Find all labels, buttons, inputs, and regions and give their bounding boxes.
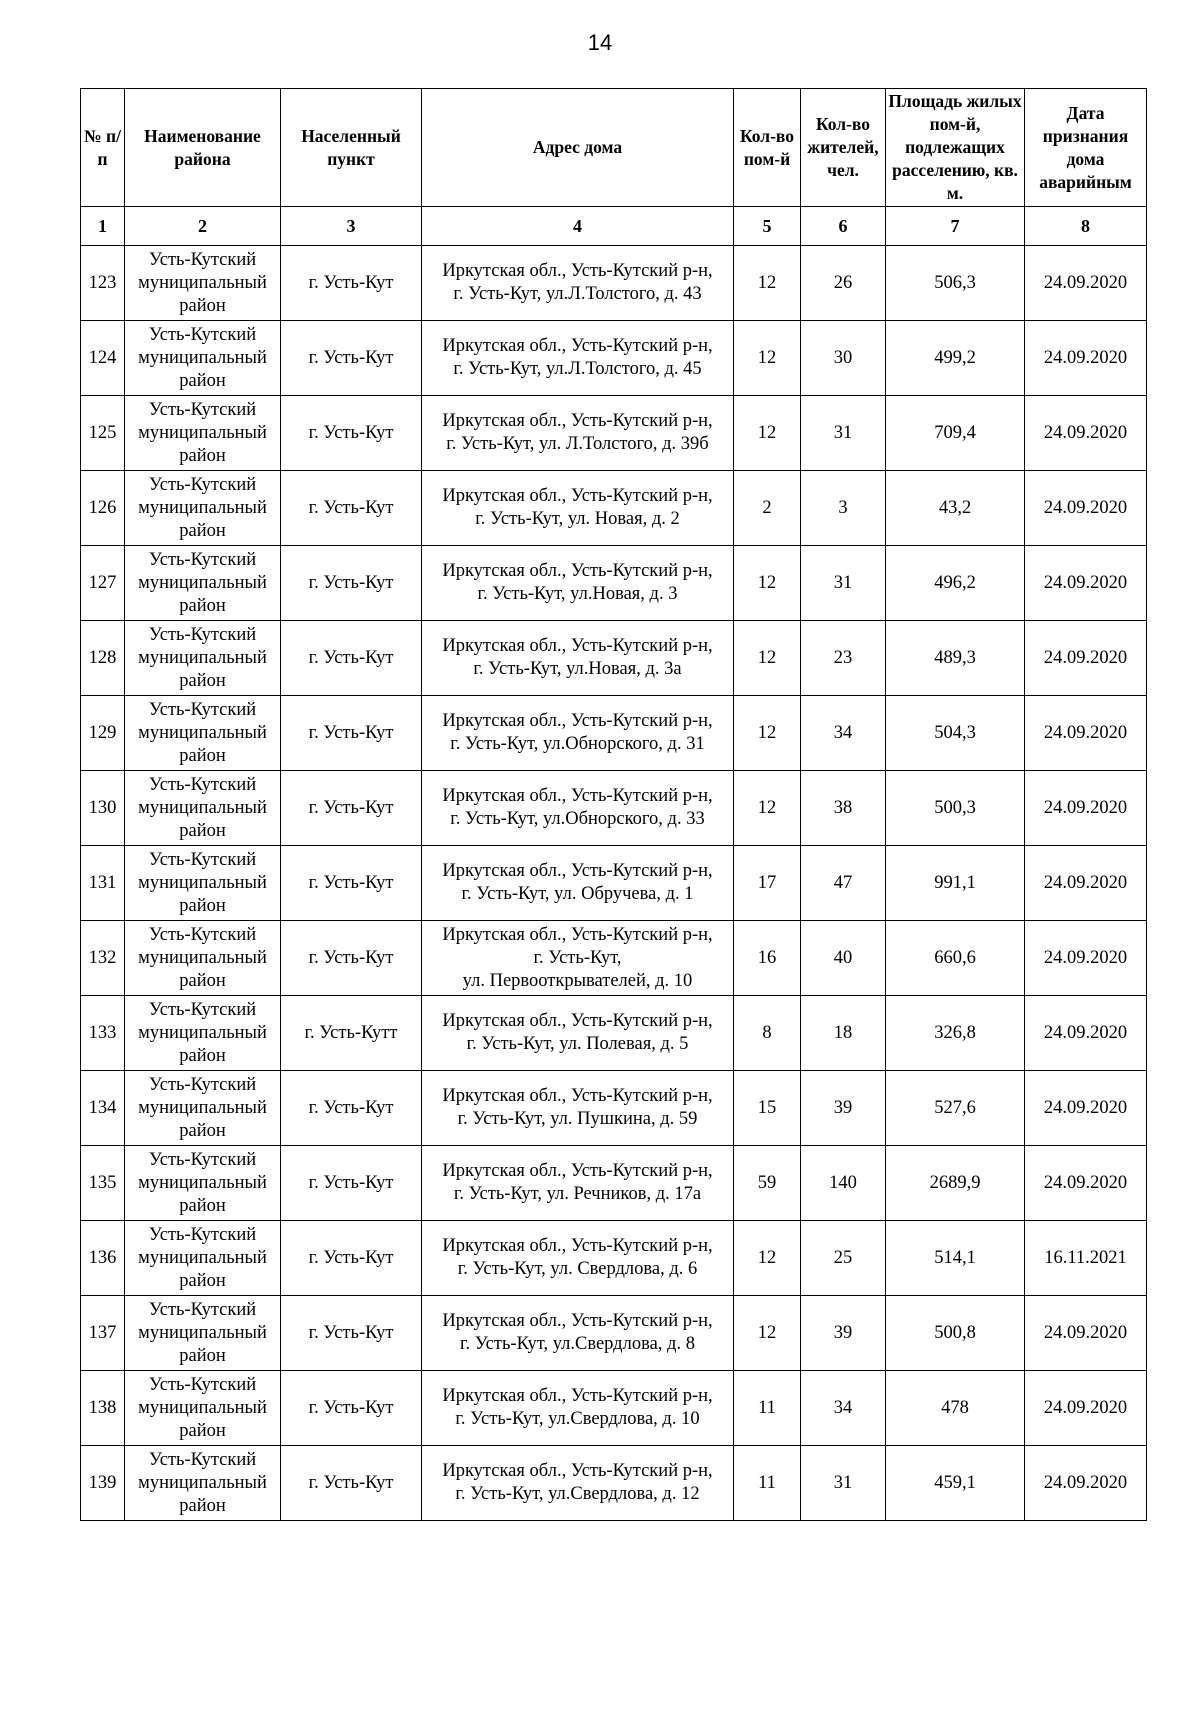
residents-count-cell: 31 <box>801 1446 886 1521</box>
residents-count-cell: 30 <box>801 321 886 396</box>
address-cell <box>422 1446 734 1521</box>
emergency-date-cell: 24.09.2020 <box>1025 321 1147 396</box>
emergency-date-cell: 24.09.2020 <box>1025 621 1147 696</box>
row-number-cell: 137 <box>81 1296 125 1371</box>
table-row <box>81 921 1147 996</box>
table-row <box>81 696 1147 771</box>
area-cell: 660,6 <box>886 921 1025 996</box>
column-number-cell: 8 <box>1025 207 1147 246</box>
address-line: г. Усть-Кут, ул.Свердлова, д. 10 <box>455 1409 700 1429</box>
district-cell: Усть-Кутский муниципальный район <box>125 1371 281 1446</box>
area-cell: 43,2 <box>886 471 1025 546</box>
settlement-cell: г. Усть-Кут <box>281 846 422 921</box>
residents-count-cell: 34 <box>801 1371 886 1446</box>
area-cell: 459,1 <box>886 1446 1025 1521</box>
row-number-cell: 130 <box>81 771 125 846</box>
address-line: Иркутская обл., Усть-Кутский р-н, <box>442 861 713 881</box>
header-cell: Населенный пункт <box>281 89 422 207</box>
table-body <box>81 246 1147 1521</box>
table-row <box>81 396 1147 471</box>
table-row <box>81 1296 1147 1371</box>
settlement-cell: г. Усть-Кут <box>281 1446 422 1521</box>
residents-count-cell: 34 <box>801 696 886 771</box>
row-number-cell: 139 <box>81 1446 125 1521</box>
residents-count-cell: 140 <box>801 1146 886 1221</box>
column-number-cell: 6 <box>801 207 886 246</box>
area-cell: 506,3 <box>886 246 1025 321</box>
emergency-date-cell: 24.09.2020 <box>1025 471 1147 546</box>
rooms-count-cell: 11 <box>734 1446 801 1521</box>
settlement-cell: г. Усть-Кут <box>281 1296 422 1371</box>
rooms-count-cell: 2 <box>734 471 801 546</box>
settlement-cell: г. Усть-Кут <box>281 246 422 321</box>
address-cell <box>422 546 734 621</box>
settlement-cell: г. Усть-Кут <box>281 1221 422 1296</box>
rooms-count-cell: 12 <box>734 696 801 771</box>
address-cell <box>422 696 734 771</box>
address-line: г. Усть-Кут, ул.Свердлова, д. 8 <box>460 1334 695 1354</box>
area-cell: 709,4 <box>886 396 1025 471</box>
address-cell <box>422 921 734 996</box>
row-number-cell: 132 <box>81 921 125 996</box>
residents-count-cell: 39 <box>801 1071 886 1146</box>
address-line: Иркутская обл., Усть-Кутский р-н, <box>442 486 713 506</box>
emergency-date-cell: 24.09.2020 <box>1025 246 1147 321</box>
address-line: Иркутская обл., Усть-Кутский р-н, <box>442 261 713 281</box>
address-line: Иркутская обл., Усть-Кутский р-н, <box>442 1161 713 1181</box>
column-number-row <box>81 207 1147 246</box>
residents-count-cell: 3 <box>801 471 886 546</box>
address-cell <box>422 471 734 546</box>
area-cell: 504,3 <box>886 696 1025 771</box>
address-line: ул. Первооткрывателей, д. 10 <box>462 970 693 991</box>
address-line: Иркутская обл., Усть-Кутский р-н, <box>442 336 713 356</box>
rooms-count-cell: 12 <box>734 246 801 321</box>
settlement-cell: г. Усть-Кут <box>281 1146 422 1221</box>
row-number-cell: 133 <box>81 996 125 1071</box>
residents-count-cell: 47 <box>801 846 886 921</box>
address-cell <box>422 1146 734 1221</box>
area-cell: 2689,9 <box>886 1146 1025 1221</box>
address-line: Иркутская обл., Усть-Кутский р-н, <box>442 1086 713 1106</box>
address-line: г. Усть-Кут, ул. Речников, д. 17а <box>453 1184 702 1204</box>
district-cell: Усть-Кутский муниципальный район <box>125 1146 281 1221</box>
emergency-date-cell: 24.09.2020 <box>1025 1371 1147 1446</box>
settlement-cell: г. Усть-Кут <box>281 1071 422 1146</box>
residents-count-cell: 26 <box>801 246 886 321</box>
district-cell: Усть-Кутский муниципальный район <box>125 921 281 996</box>
address-line: г. Усть-Кут, ул.Л.Толстого, д. 43 <box>453 284 702 304</box>
district-cell: Усть-Кутский муниципальный район <box>125 471 281 546</box>
header-cell: Наименование района <box>125 89 281 207</box>
column-number-cell: 1 <box>81 207 125 246</box>
settlement-cell: г. Усть-Кут <box>281 471 422 546</box>
row-number-cell: 127 <box>81 546 125 621</box>
header-cell: Кол-во пом-й <box>734 89 801 207</box>
rooms-count-cell: 12 <box>734 1296 801 1371</box>
address-line: Иркутская обл., Усть-Кутский р-н, <box>442 924 713 945</box>
residents-count-cell: 40 <box>801 921 886 996</box>
address-cell <box>422 396 734 471</box>
header-cell: Площадь жилых пом-й, подлежащих расселению, кв. м. <box>886 89 1025 207</box>
rooms-count-cell: 15 <box>734 1071 801 1146</box>
residents-count-cell: 31 <box>801 396 886 471</box>
header-cell: Адрес дома <box>422 89 734 207</box>
rooms-count-cell: 12 <box>734 396 801 471</box>
address-line: Иркутская обл., Усть-Кутский р-н, <box>442 1386 713 1406</box>
table-row <box>81 246 1147 321</box>
address-line: г. Усть-Кут, ул.Свердлова, д. 12 <box>455 1484 700 1504</box>
address-cell <box>422 1221 734 1296</box>
address-line: Иркутская обл., Усть-Кутский р-н, <box>442 786 713 806</box>
row-number-cell: 123 <box>81 246 125 321</box>
address-line: г. Усть-Кут, ул. Новая, д. 2 <box>475 509 680 529</box>
table-row <box>81 1146 1147 1221</box>
table-row <box>81 1221 1147 1296</box>
emergency-date-cell: 24.09.2020 <box>1025 996 1147 1071</box>
area-cell: 478 <box>886 1371 1025 1446</box>
settlement-cell: г. Усть-Кут <box>281 546 422 621</box>
header-cell: № п/п <box>81 89 125 207</box>
rooms-count-cell: 12 <box>734 621 801 696</box>
address-cell <box>422 246 734 321</box>
emergency-date-cell: 24.09.2020 <box>1025 1071 1147 1146</box>
rooms-count-cell: 11 <box>734 1371 801 1446</box>
area-cell: 496,2 <box>886 546 1025 621</box>
table-row <box>81 621 1147 696</box>
address-line: г. Усть-Кут, ул.Обнорского, д. 31 <box>450 734 705 754</box>
table-row <box>81 771 1147 846</box>
row-number-cell: 136 <box>81 1221 125 1296</box>
district-cell: Усть-Кутский муниципальный район <box>125 1296 281 1371</box>
address-cell <box>422 1296 734 1371</box>
residents-count-cell: 23 <box>801 621 886 696</box>
address-line: г. Усть-Кут, ул. Пушкина, д. 59 <box>457 1109 698 1129</box>
address-line: г. Усть-Кут, ул. Свердлова, д. 6 <box>457 1259 698 1279</box>
row-number-cell: 134 <box>81 1071 125 1146</box>
district-cell: Усть-Кутский муниципальный район <box>125 846 281 921</box>
address-cell <box>422 1071 734 1146</box>
address-cell <box>422 846 734 921</box>
address-line: Иркутская обл., Усть-Кутский р-н, <box>442 561 713 581</box>
emergency-housing-table <box>80 88 1147 1521</box>
address-line: Иркутская обл., Усть-Кутский р-н, <box>442 636 713 656</box>
area-cell: 499,2 <box>886 321 1025 396</box>
row-number-cell: 129 <box>81 696 125 771</box>
district-cell: Усть-Кутский муниципальный район <box>125 621 281 696</box>
table-row <box>81 546 1147 621</box>
table-row <box>81 1371 1147 1446</box>
address-line: г. Усть-Кут, ул. Полевая, д. 5 <box>466 1034 689 1054</box>
settlement-cell: г. Усть-Кут <box>281 921 422 996</box>
settlement-cell: г. Усть-Кут <box>281 771 422 846</box>
address-line: Иркутская обл., Усть-Кутский р-н, <box>442 1311 713 1331</box>
column-number-cell: 4 <box>422 207 734 246</box>
area-cell: 527,6 <box>886 1071 1025 1146</box>
rooms-count-cell: 12 <box>734 1221 801 1296</box>
district-cell: Усть-Кутский муниципальный район <box>125 771 281 846</box>
emergency-date-cell: 24.09.2020 <box>1025 846 1147 921</box>
district-cell: Усть-Кутский муниципальный район <box>125 396 281 471</box>
district-cell: Усть-Кутский муниципальный район <box>125 1071 281 1146</box>
settlement-cell: г. Усть-Кут <box>281 696 422 771</box>
address-cell <box>422 621 734 696</box>
rooms-count-cell: 59 <box>734 1146 801 1221</box>
district-cell: Усть-Кутский муниципальный район <box>125 1221 281 1296</box>
residents-count-cell: 25 <box>801 1221 886 1296</box>
district-cell: Усть-Кутский муниципальный район <box>125 246 281 321</box>
row-number-cell: 124 <box>81 321 125 396</box>
rooms-count-cell: 12 <box>734 321 801 396</box>
row-number-cell: 128 <box>81 621 125 696</box>
table-row <box>81 1446 1147 1521</box>
header-cell: Дата признания дома аварийным <box>1025 89 1147 207</box>
rooms-count-cell: 16 <box>734 921 801 996</box>
emergency-date-cell: 24.09.2020 <box>1025 396 1147 471</box>
district-cell: Усть-Кутский муниципальный район <box>125 696 281 771</box>
settlement-cell: г. Усть-Кут <box>281 621 422 696</box>
page-number: 14 <box>587 30 613 55</box>
address-line: г. Усть-Кут, ул. Обручева, д. 1 <box>461 884 694 904</box>
table-row <box>81 321 1147 396</box>
area-cell: 326,8 <box>886 996 1025 1071</box>
column-number-cell: 5 <box>734 207 801 246</box>
emergency-date-cell: 24.09.2020 <box>1025 696 1147 771</box>
table-row <box>81 996 1147 1071</box>
residents-count-cell: 39 <box>801 1296 886 1371</box>
residents-count-cell: 38 <box>801 771 886 846</box>
address-line: Иркутская обл., Усть-Кутский р-н, <box>442 711 713 731</box>
address-line: Иркутская обл., Усть-Кутский р-н, <box>442 411 713 431</box>
rooms-count-cell: 12 <box>734 546 801 621</box>
residents-count-cell: 18 <box>801 996 886 1071</box>
area-cell: 500,3 <box>886 771 1025 846</box>
address-line: г. Усть-Кут, ул.Обнорского, д. 33 <box>450 809 705 829</box>
header-row <box>81 89 1147 207</box>
rooms-count-cell: 8 <box>734 996 801 1071</box>
address-line: Иркутская обл., Усть-Кутский р-н, <box>442 1011 713 1031</box>
rooms-count-cell: 17 <box>734 846 801 921</box>
column-number-cell: 2 <box>125 207 281 246</box>
emergency-date-cell: 24.09.2020 <box>1025 771 1147 846</box>
address-cell <box>422 771 734 846</box>
row-number-cell: 131 <box>81 846 125 921</box>
header-cell: Кол-во жителей, чел. <box>801 89 886 207</box>
emergency-date-cell: 24.09.2020 <box>1025 1296 1147 1371</box>
row-number-cell: 135 <box>81 1146 125 1221</box>
address-line: Иркутская обл., Усть-Кутский р-н, <box>442 1236 713 1256</box>
settlement-cell: г. Усть-Кут <box>281 321 422 396</box>
row-number-cell: 138 <box>81 1371 125 1446</box>
table-row <box>81 1071 1147 1146</box>
address-line: г. Усть-Кут, ул.Л.Толстого, д. 45 <box>453 359 702 379</box>
area-cell: 991,1 <box>886 846 1025 921</box>
area-cell: 489,3 <box>886 621 1025 696</box>
area-cell: 500,8 <box>886 1296 1025 1371</box>
emergency-date-cell: 24.09.2020 <box>1025 546 1147 621</box>
row-number-cell: 125 <box>81 396 125 471</box>
district-cell: Усть-Кутский муниципальный район <box>125 321 281 396</box>
column-number-cell: 7 <box>886 207 1025 246</box>
table-row <box>81 846 1147 921</box>
address-line: г. Усть-Кут, ул.Новая, д. 3а <box>473 659 682 679</box>
column-number-cell: 3 <box>281 207 422 246</box>
settlement-cell: г. Усть-Кут <box>281 1371 422 1446</box>
district-cell: Усть-Кутский муниципальный район <box>125 1446 281 1521</box>
address-line: г. Усть-Кут, <box>533 947 622 968</box>
address-line: г. Усть-Кут, ул.Новая, д. 3 <box>477 584 678 604</box>
emergency-date-cell: 24.09.2020 <box>1025 921 1147 996</box>
area-cell: 514,1 <box>886 1221 1025 1296</box>
rooms-count-cell: 12 <box>734 771 801 846</box>
row-number-cell: 126 <box>81 471 125 546</box>
district-cell: Усть-Кутский муниципальный район <box>125 996 281 1071</box>
address-cell <box>422 1371 734 1446</box>
table-row <box>81 471 1147 546</box>
settlement-cell: г. Усть-Кутт <box>281 996 422 1071</box>
emergency-date-cell: 24.09.2020 <box>1025 1446 1147 1521</box>
settlement-cell: г. Усть-Кут <box>281 396 422 471</box>
residents-count-cell: 31 <box>801 546 886 621</box>
address-cell <box>422 321 734 396</box>
district-cell: Усть-Кутский муниципальный район <box>125 546 281 621</box>
address-cell <box>422 996 734 1071</box>
emergency-date-cell: 24.09.2020 <box>1025 1146 1147 1221</box>
address-line: г. Усть-Кут, ул. Л.Толстого, д. 39б <box>446 434 709 454</box>
address-line: Иркутская обл., Усть-Кутский р-н, <box>442 1461 713 1481</box>
emergency-date-cell: 16.11.2021 <box>1025 1221 1147 1296</box>
